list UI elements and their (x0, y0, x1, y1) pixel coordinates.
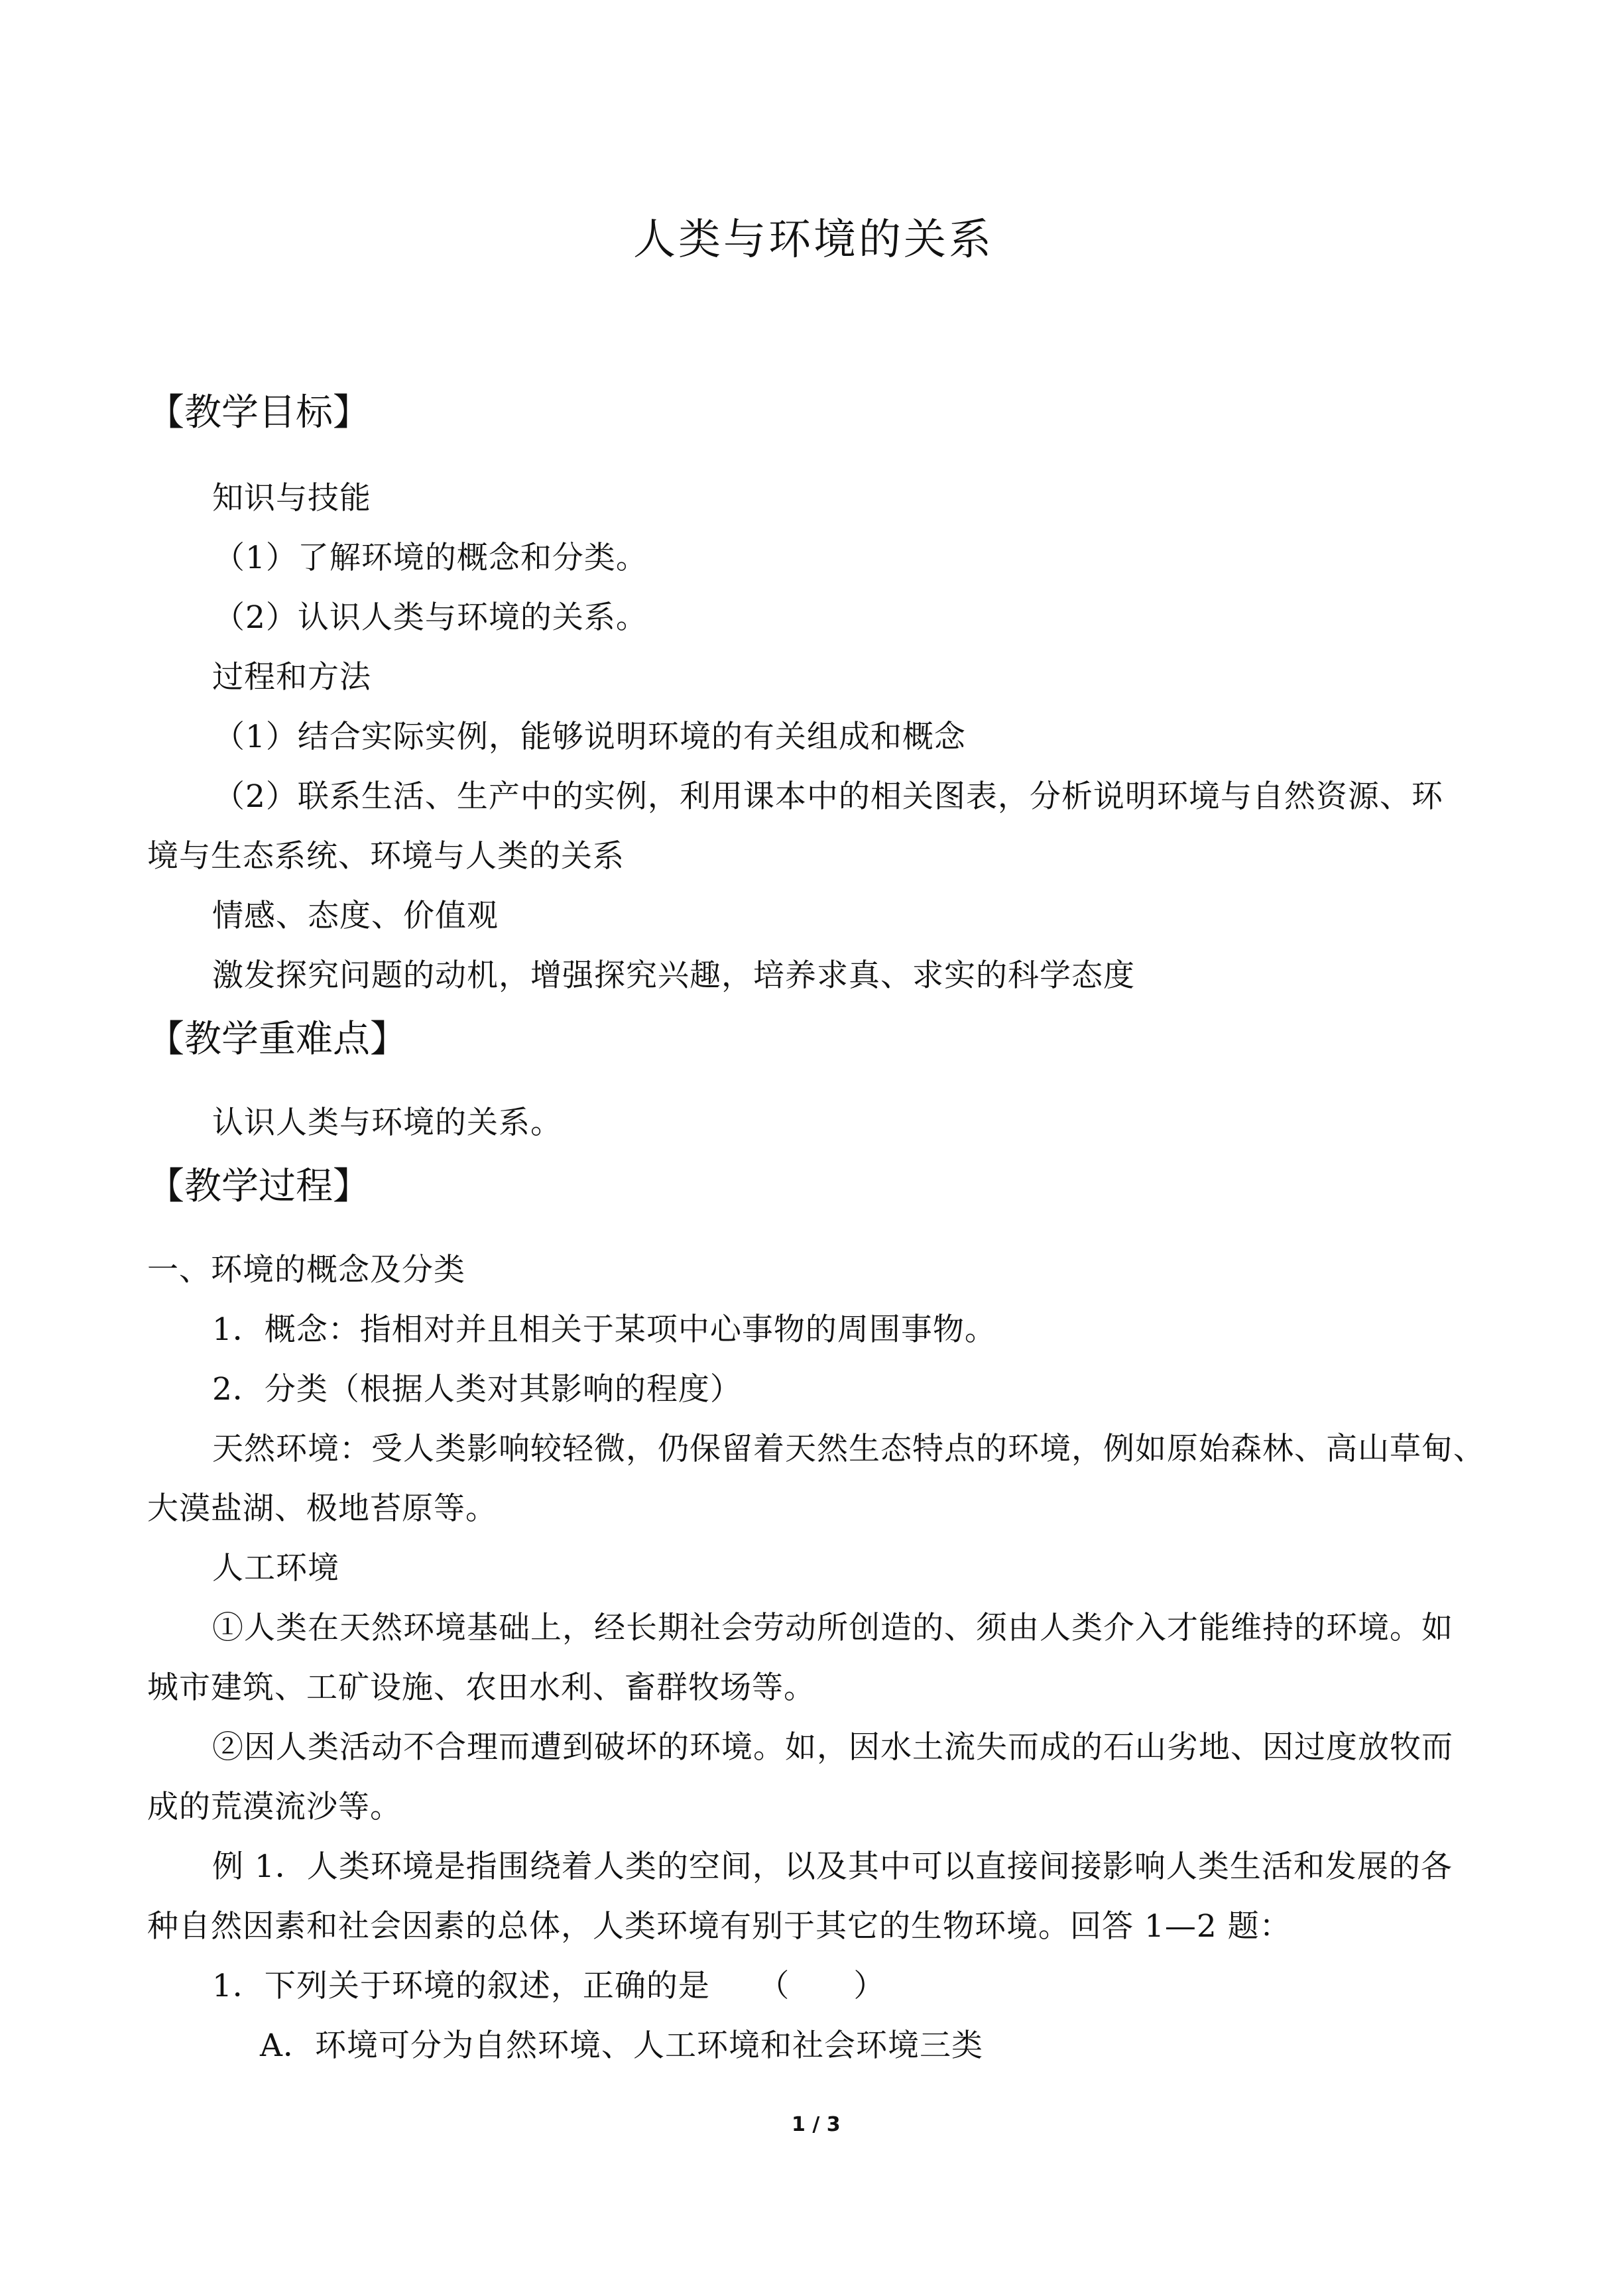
page-title: 人类与环境的关系 (633, 215, 994, 265)
goals-attitude-1: 激发探究问题的动机，增强探究兴趣，培养求真、求实的科学态度 (212, 957, 1135, 994)
key-points-item-1: 认识人类与环境的关系。 (212, 1105, 562, 1141)
goals-method-2-line2: 境与生态系统、环境与人类的关系 (147, 838, 625, 875)
process-part-1-heading: 一、环境的概念及分类 (147, 1252, 465, 1288)
goals-knowledge-heading: 知识与技能 (212, 480, 371, 516)
process-classify: 2．分类（根据人类对其影响的程度） (212, 1371, 742, 1408)
process-natural-line1: 天然环境：受人类影响较轻微，仍保留着天然生态特点的环境，例如原始森林、高山草甸、 (212, 1431, 1485, 1467)
section-heading-process: 【教学过程】 (147, 1165, 370, 1208)
goals-knowledge-2: （2）认识人类与环境的关系。 (213, 599, 648, 636)
goals-attitude-heading: 情感、态度、价值观 (212, 898, 499, 934)
process-artificial-2-line1: ②因人类活动不合理而遭到破坏的环境。如，因水土流失而成的石山劣地、因过度放牧而 (212, 1729, 1453, 1766)
process-artificial-1-line2: 城市建筑、工矿设施、农田水利、畜群牧场等。 (147, 1669, 815, 1706)
page-number: 1 / 3 (792, 2113, 841, 2136)
section-heading-key-points: 【教学重难点】 (147, 1018, 407, 1061)
process-artificial-2-line2: 成的荒漠流沙等。 (147, 1789, 402, 1825)
process-concept: 1．概念：指相对并且相关于某项中心事物的周围事物。 (212, 1311, 996, 1348)
section-heading-goals: 【教学目标】 (147, 391, 370, 434)
process-example-line2: 种自然因素和社会因素的总体，人类环境有别于其它的生物环境。回答 1—2 题： (147, 1908, 1292, 1945)
process-artificial-1-line1: ①人类在天然环境基础上，经长期社会劳动所创造的、须由人类介入才能维持的环境。如 (212, 1610, 1453, 1646)
process-option-a: A．环境可分为自然环境、人工环境和社会环境三类 (260, 2027, 983, 2064)
process-example-line1: 例 1．人类环境是指围绕着人类的空间，以及其中可以直接间接影响人类生活和发展的各 (212, 1848, 1453, 1885)
process-natural-line2: 大漠盐湖、极地苔原等。 (147, 1490, 497, 1527)
goals-method-1: （1）结合实际实例，能够说明环境的有关组成和概念 (213, 719, 966, 755)
process-artificial-heading: 人工环境 (212, 1550, 339, 1587)
goals-method-heading: 过程和方法 (212, 659, 371, 695)
goals-knowledge-1: （1）了解环境的概念和分类。 (213, 540, 648, 576)
process-question-1: 1．下列关于环境的叙述，正确的是 （ ） (212, 1968, 886, 2004)
goals-method-2-line1: （2）联系生活、生产中的实例，利用课本中的相关图表，分析说明环境与自然资源、环 (213, 778, 1443, 815)
